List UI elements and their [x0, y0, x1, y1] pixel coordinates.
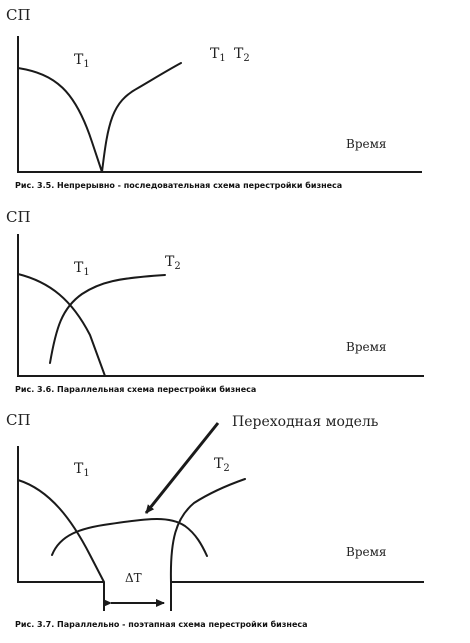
curve-t1: [18, 480, 104, 582]
curve-label-t1: $T_1$: [74, 260, 90, 278]
curve-t2: [50, 275, 165, 363]
figure-caption: Рис. 3.6. Параллельная схема перестройки бизнеса: [15, 385, 257, 394]
figure-caption: Рис. 3.5. Непрерывно - последовательная схема перестройки бизнеса: [15, 181, 343, 190]
curve-label-t1-right: $T_1$: [210, 46, 226, 64]
x-axis-label: Время: [346, 340, 387, 354]
curve-label-t1: $T_1$: [74, 461, 90, 479]
figure-caption: Рис. 3.7. Параллельно - поэтапная схема перестройки бизнеса: [15, 620, 308, 629]
x-axis-label: Время: [346, 137, 387, 151]
y-axis-label: СП: [6, 208, 31, 226]
axes: [18, 234, 424, 376]
curve-label-t2: $T_2$: [165, 254, 181, 272]
transition-model-label: Переходная модель: [232, 414, 379, 430]
y-axis-label: СП: [6, 6, 31, 24]
x-axis-label: Время: [346, 545, 387, 559]
figure-3-7: [6, 411, 424, 629]
y-axis-label: СП: [6, 411, 31, 429]
figure-3-5: [6, 6, 422, 190]
interval-label: ΔT: [125, 571, 142, 585]
curve-label-t2: $T_2$: [214, 456, 230, 474]
curve-t2: [171, 479, 245, 582]
curve-transition-model: [52, 519, 207, 556]
transition-pointer-arrow: [146, 423, 218, 513]
curve-t2: [102, 63, 181, 172]
curve-label-t2: $T_2$: [234, 46, 250, 64]
curve-t1: [18, 68, 102, 172]
curve-label-t1: $T_1$: [74, 52, 90, 70]
axis-left-segment: [18, 446, 104, 582]
figure-3-6: [6, 208, 424, 394]
